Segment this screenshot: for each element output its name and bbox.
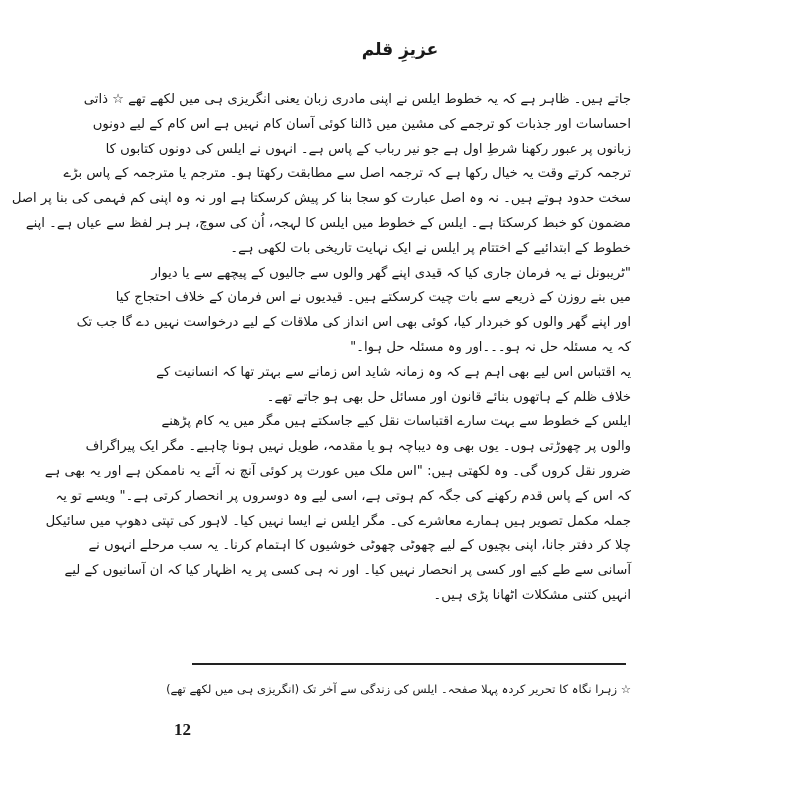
body-line: خطوط کے ابتدائیے کے اختتام پر ایلس نے ایک نہایت تاریخی بات لکھی ہے۔ <box>230 240 631 256</box>
quote-line: "ٹریبونل نے یہ فرمان جاری کیا کہ قیدی اپنے گھر والوں سے جالیوں کے پیچھے سے یا دیوار <box>151 265 631 281</box>
body-line: ایلس کے خطوط سے بہت سارے اقتباسات نقل کیے جاسکتے ہیں مگر میں یہ کام پڑھنے <box>161 414 631 430</box>
quote-line: میں بنے روزن کے ذریعے سے بات چیت کرسکتے ہیں۔ قیدیوں نے اس فرمان کے خلاف احتجاج کیا <box>115 290 631 306</box>
body-line: انہیں کتنی مشکلات اٹھانا پڑی ہیں۔ <box>433 587 631 603</box>
body-line: سخت حدود ہوتے ہیں۔ نہ وہ اصل عبارت کو سجا بنا کر پیش کرسکتا ہے اور نہ وہ اپنی کم فہمی کی بنا پر اصل <box>11 191 631 207</box>
quote-line: کہ یہ مسئلہ حل نہ ہو۔۔۔اور وہ مسئلہ حل ہوا۔" <box>350 339 631 355</box>
body-line: آسانی سے طے کیے اور کسی پر انحصار نہیں کیا۔ اور نہ ہی کسی پر یہ اظہار کیا کہ ان آسانیوں کے لیے <box>64 563 631 579</box>
footnote: ☆ زہرا نگاہ کا تحریر کردہ پہلا صفحہ۔ ایلس کی زندگی سے آخر تک (انگریزی ہی میں لکھے تھے) <box>166 682 631 696</box>
body-line: چلا کر دفتر جانا، اپنی بچیوں کے لیے چھوٹی چھوٹی خوشیوں کا اہتمام کرنا۔ یہ سب مرحلے انہوں نے <box>88 538 631 554</box>
body-line: کہ اس کے پاس قدم رکھنے کی جگہ کم ہوتی ہے، اسی لیے وہ دوسروں پر انحصار کرتی ہے۔" ویسے تو یہ <box>55 488 631 504</box>
quote-line: اور اپنے گھر والوں کو خبردار کیا، کوئی بھی اس انداز کی ملاقات کے لیے درخواست نہیں دے گا جب تک <box>76 315 631 331</box>
body-line: جملہ مکمل تصویر ہیں ہمارے معاشرے کی۔ مگر ایلس نے ایسا نہیں کیا۔ لاہور کی تپتی دھوپ میں سائیکل <box>45 513 631 529</box>
body-line: خلاف ظلم کے ہاتھوں بنائے قانون اور مسائل حل بھی ہو جاتے تھے۔ <box>266 389 631 405</box>
body-line: یہ اقتباس اس لیے بھی اہم ہے کہ وہ زمانہ شاید اس زمانے سے بہتر تھا کہ انسانیت کے <box>156 364 631 380</box>
body-line: جاتے ہیں۔ ظاہر ہے کہ یہ خطوط ایلس نے اپنی مادری زبان یعنی انگریزی ہی میں لکھے تھے ☆ ذاتی <box>83 92 631 107</box>
page-number: 12 <box>174 720 191 739</box>
body-line: ترجمہ کرتے وقت یہ خیال رکھا ہے کہ ترجمہ اصل سے مطابقت رکھتا ہو۔ مترجم یا مترجمہ کے پاس بڑے <box>63 166 631 182</box>
body-line: ضرور نقل کروں گی۔ وہ لکھتی ہیں: "اس ملک میں عورت پر کوئی آنچ نہ آئے یہ ناممکن ہے اور یہ بھی ہے <box>44 463 631 479</box>
footnote-divider <box>192 663 626 665</box>
body-line: احساسات اور جذبات کو ترجمے کی مشین میں ڈالنا کوئی آسان کام نہیں ہے اس کام کے لیے دونوں <box>92 116 631 132</box>
body-line: زبانوں پر عبور رکھنا شرطِ اول ہے جو نیر رباب کے پاس ہے۔ انہوں نے ایلس کی دونوں کتابوں کا <box>105 141 631 157</box>
body-line: والوں پر چھوڑتی ہوں۔ یوں بھی وہ دیباچہ ہو یا مقدمہ، طویل نہیں ہونا چاہیے۔ مگر ایک پیراگراف <box>85 439 631 455</box>
body-text <box>11 88 631 609</box>
running-header: عزیزِ قلم <box>361 40 439 60</box>
body-line: مضمون کو خبط کرسکتا ہے۔ ایلس کے خطوط میں ایلس کا لہجہ، اُن کی سوچ، ہر ہر لفظ سے عیاں ہے۔ اپنے <box>25 215 631 231</box>
